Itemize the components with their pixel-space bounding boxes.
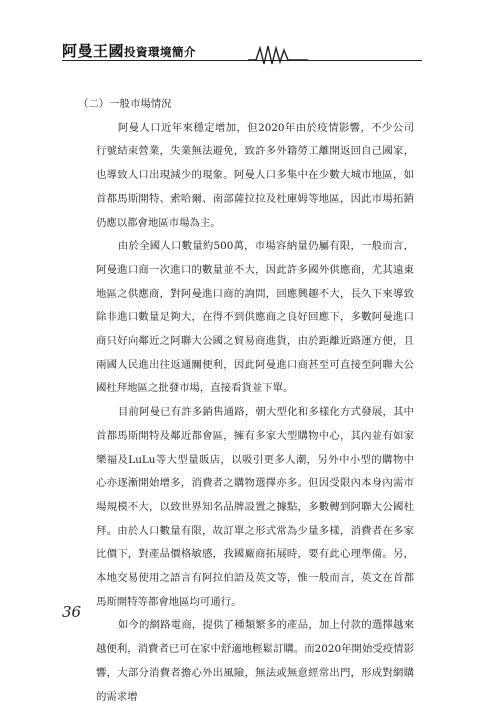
page-number: 36 xyxy=(62,603,82,621)
header-rule xyxy=(62,60,422,65)
section-heading: （二）一般市場情況 xyxy=(78,98,172,110)
running-header xyxy=(62,38,422,60)
header-title-subtitle: 投資環境簡介 xyxy=(124,45,197,59)
header-title-country: 阿曼王國 xyxy=(62,42,125,60)
paragraph-1: 阿曼人口近年來穩定增加，但2020年由於疫情影響，不少公司行號結束營業，失業無法避免，致許多外籍勞工離開返回自己國家，也導致人口出現減少的現象。阿曼人口多集中在少數大城市地區，如首都馬斯開特、索哈爾、南部薩拉拉及杜庫姆等地區，因此市場拓銷仍應以都會地區市場為主。 xyxy=(96,121,414,229)
paragraph-2: 由於全國人口數量約500萬，市場容納量仍屬有限，一般而言，阿曼進口商一次進口的數量並不大，因此許多國外供應商，尤其遠東地區之供應商，對阿曼進口商的詢問，回應興趣不大，長久下來導致除非進口數量足夠大，在得不到供應商之良好回應下，多數阿曼進口商只好向鄰近之阿聯大公國之貿易商進貨，由於距離近路運方便，且兩國人民進出往返通關便利，因此阿曼進口商甚至可直接至阿聯大公國杜拜地區之批發市場，直接看貨並下單。 xyxy=(96,240,414,395)
paragraph-4: 如今的網路電商，提供了種類繁多的產品，加上付款的選擇越來越便利，消費者已可在家中舒適地輕鬆訂購。而2020年開始受疫情影響，大部分消費者擔心外出風險，無法或無意經常出門，形成對網購的需求增 xyxy=(96,619,414,703)
paragraph-3: 目前阿曼已有許多銷售通路，朝大型化和多樣化方式發展，其中首都馬斯開特及鄰近都會區，擁有多家大型購物中心，其內並有如家樂福及LuLu等大型量販店，以吸引更多人潮，另外中小型的購物中心亦逐漸開始增多，消費者之購物選擇亦多。但因受限內本身內需市場規模不大，以致世界知名品牌設置之據點，多數轉到阿聯大公國杜拜。由於人口數量有限，故訂單之形式常為少量多樣，消費者在多家比價下，對產品價格敏感，我國廠商拓展時，要有此心理準備。另，本地交易使用之語言有阿拉伯語及英文等，惟一般而言，英文在首都馬斯開特等都會地區均可通行。 xyxy=(96,406,414,608)
header-title xyxy=(62,40,196,61)
page-body xyxy=(78,93,414,709)
